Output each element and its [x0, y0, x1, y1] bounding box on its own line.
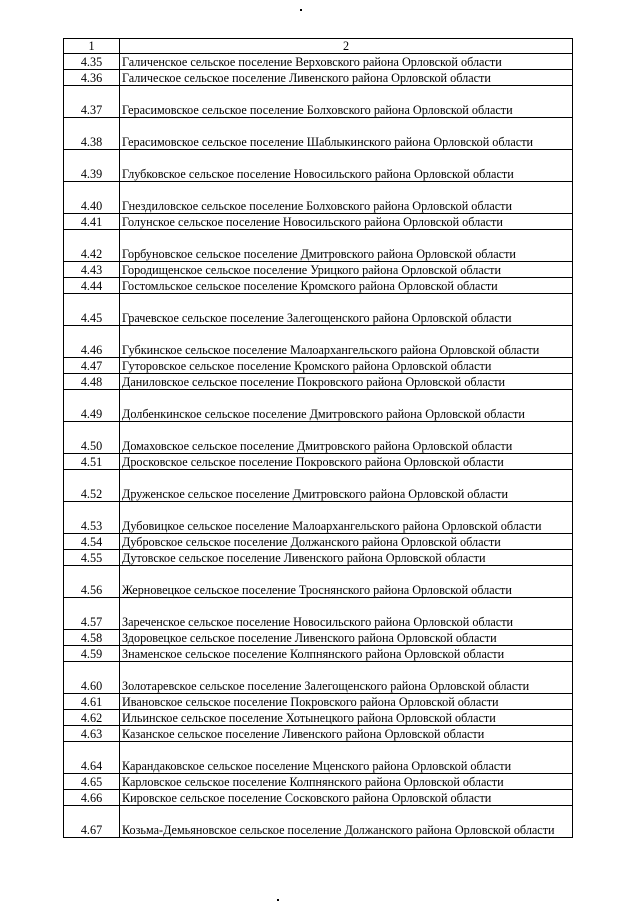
settlement-name: Глубковское сельское поселение Новосильского района Орловской области — [120, 150, 573, 182]
table-row — [64, 790, 573, 806]
settlement-name: Казанское сельское поселение Ливенского района Орловской области — [120, 726, 573, 742]
table-row — [64, 630, 573, 646]
settlement-name: Гостомльское сельское поселение Кромского района Орловской области — [120, 278, 573, 294]
row-number: 4.52 — [64, 470, 120, 502]
settlements-table — [63, 38, 573, 838]
header-col-1: 1 — [64, 39, 120, 54]
row-number: 4.55 — [64, 550, 120, 566]
row-number: 4.39 — [64, 150, 120, 182]
header-col-2: 2 — [120, 39, 573, 54]
table-row — [64, 454, 573, 470]
settlement-name: Голунское сельское поселение Новосильского района Орловской области — [120, 214, 573, 230]
row-number: 4.60 — [64, 662, 120, 694]
settlement-name: Козьма-Демьяновское сельское поселение Должанского района Орловской области — [120, 806, 573, 838]
table-row — [64, 326, 573, 358]
row-number: 4.43 — [64, 262, 120, 278]
table-row — [64, 86, 573, 118]
row-number: 4.58 — [64, 630, 120, 646]
table-row — [64, 70, 573, 86]
row-number: 4.37 — [64, 86, 120, 118]
row-number: 4.44 — [64, 278, 120, 294]
settlement-name: Дубовицкое сельское поселение Малоархангельского района Орловской области — [120, 502, 573, 534]
row-number: 4.36 — [64, 70, 120, 86]
settlement-name: Жерновецкое сельское поселение Троснянского района Орловской области — [120, 566, 573, 598]
table-header-row — [64, 39, 573, 54]
table-row — [64, 534, 573, 550]
table-row — [64, 598, 573, 630]
settlement-name: Герасимовское сельское поселение Шаблыкинского района Орловской области — [120, 118, 573, 150]
table-row — [64, 262, 573, 278]
table-row — [64, 502, 573, 534]
row-number: 4.67 — [64, 806, 120, 838]
row-number: 4.62 — [64, 710, 120, 726]
row-number: 4.48 — [64, 374, 120, 390]
row-number: 4.64 — [64, 742, 120, 774]
row-number: 4.59 — [64, 646, 120, 662]
row-number: 4.65 — [64, 774, 120, 790]
row-number: 4.42 — [64, 230, 120, 262]
row-number: 4.46 — [64, 326, 120, 358]
table-row — [64, 150, 573, 182]
settlement-name: Губкинское сельское поселение Малоархангельского района Орловской области — [120, 326, 573, 358]
settlement-name: Карандаковское сельское поселение Мценского района Орловской области — [120, 742, 573, 774]
table-row — [64, 294, 573, 326]
row-number: 4.50 — [64, 422, 120, 454]
settlement-name: Ильинское сельское поселение Хотынецкого района Орловской области — [120, 710, 573, 726]
row-number: 4.54 — [64, 534, 120, 550]
table-row — [64, 726, 573, 742]
table-row — [64, 566, 573, 598]
table-row — [64, 230, 573, 262]
settlement-name: Гуторовское сельское поселение Кромского района Орловской области — [120, 358, 573, 374]
row-number: 4.53 — [64, 502, 120, 534]
table-row — [64, 742, 573, 774]
row-number: 4.56 — [64, 566, 120, 598]
row-number: 4.63 — [64, 726, 120, 742]
row-number: 4.41 — [64, 214, 120, 230]
table-row — [64, 390, 573, 422]
settlement-name: Друженское сельское поселение Дмитровского района Орловской области — [120, 470, 573, 502]
settlement-name: Золотаревское сельское поселение Залегощенского района Орловской области — [120, 662, 573, 694]
table-row — [64, 774, 573, 790]
row-number: 4.47 — [64, 358, 120, 374]
scan-mark-top — [300, 9, 302, 11]
table-row — [64, 54, 573, 70]
settlement-name: Горбуновское сельское поселение Дмитровского района Орловской области — [120, 230, 573, 262]
table-row — [64, 662, 573, 694]
scan-mark-bottom — [277, 899, 279, 901]
settlement-name: Здоровецкое сельское поселение Ливенского района Орловской области — [120, 630, 573, 646]
settlement-name: Кировское сельское поселение Сосковского района Орловской области — [120, 790, 573, 806]
row-number: 4.57 — [64, 598, 120, 630]
settlement-name: Дутовское сельское поселение Ливенского района Орловской области — [120, 550, 573, 566]
table-row — [64, 470, 573, 502]
settlement-name: Галиченское сельское поселение Верховского района Орловской области — [120, 54, 573, 70]
settlement-name: Знаменское сельское поселение Колпнянского района Орловской области — [120, 646, 573, 662]
table-row — [64, 550, 573, 566]
table-row — [64, 214, 573, 230]
settlement-name: Долбенкинское сельское поселение Дмитровского района Орловской области — [120, 390, 573, 422]
table-row — [64, 646, 573, 662]
table-row — [64, 118, 573, 150]
table-row — [64, 278, 573, 294]
table-row — [64, 358, 573, 374]
settlement-name: Гнездиловское сельское поселение Болховского района Орловской области — [120, 182, 573, 214]
row-number: 4.61 — [64, 694, 120, 710]
table-row — [64, 694, 573, 710]
settlement-name: Галическое сельское поселение Ливенского района Орловской области — [120, 70, 573, 86]
settlement-name: Домаховское сельское поселение Дмитровского района Орловской области — [120, 422, 573, 454]
settlement-name: Городищенское сельское поселение Урицкого района Орловской области — [120, 262, 573, 278]
row-number: 4.45 — [64, 294, 120, 326]
row-number: 4.51 — [64, 454, 120, 470]
row-number: 4.38 — [64, 118, 120, 150]
table-row — [64, 182, 573, 214]
row-number: 4.49 — [64, 390, 120, 422]
settlement-name: Ивановское сельское поселение Покровского района Орловской области — [120, 694, 573, 710]
table-row — [64, 806, 573, 838]
row-number: 4.66 — [64, 790, 120, 806]
settlement-name: Дросковское сельское поселение Покровского района Орловской области — [120, 454, 573, 470]
table-row — [64, 710, 573, 726]
settlement-name: Грачевское сельское поселение Залегощенского района Орловской области — [120, 294, 573, 326]
row-number: 4.35 — [64, 54, 120, 70]
settlement-name: Даниловское сельское поселение Покровского района Орловской области — [120, 374, 573, 390]
settlement-name: Дубровское сельское поселение Должанского района Орловской области — [120, 534, 573, 550]
row-number: 4.40 — [64, 182, 120, 214]
table-row — [64, 422, 573, 454]
settlement-name: Зареченское сельское поселение Новосильского района Орловской области — [120, 598, 573, 630]
settlement-name: Карловское сельское поселение Колпнянского района Орловской области — [120, 774, 573, 790]
table-row — [64, 374, 573, 390]
settlement-name: Герасимовское сельское поселение Болховского района Орловской области — [120, 86, 573, 118]
